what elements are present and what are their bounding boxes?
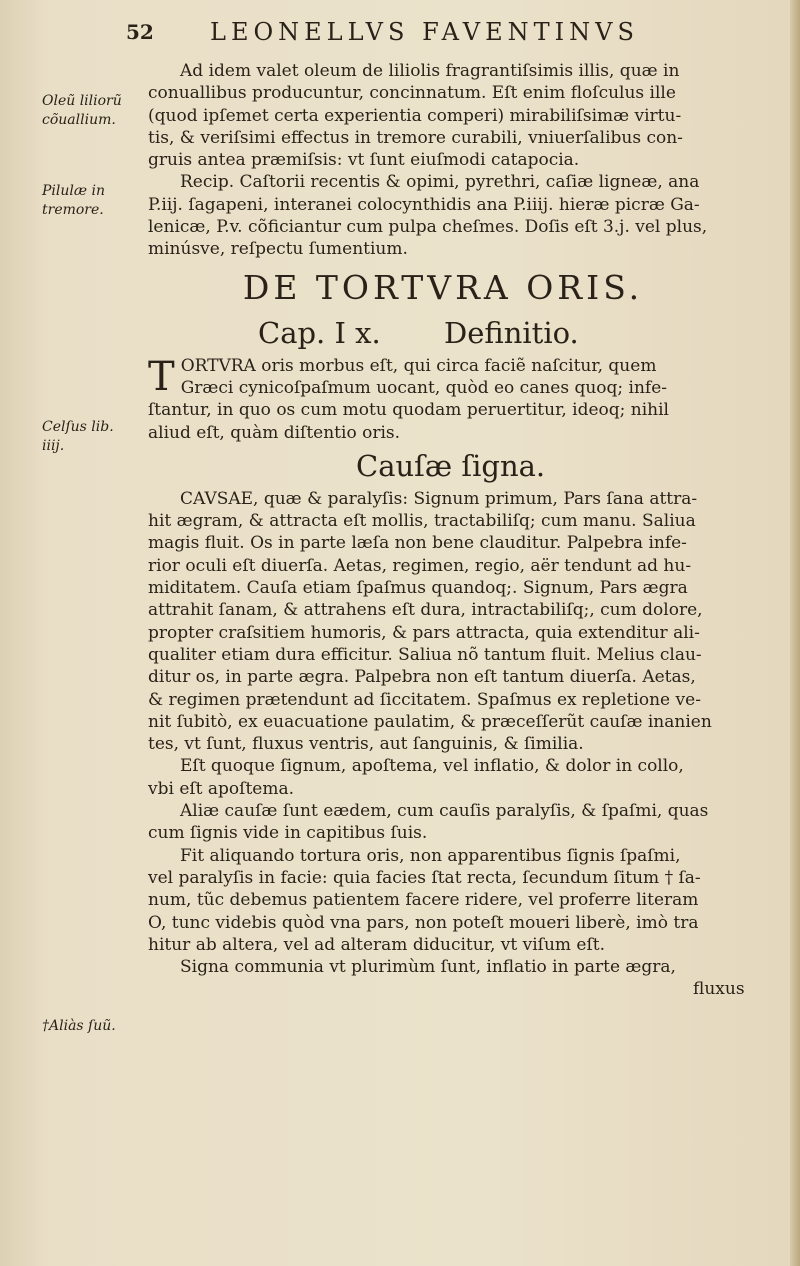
margin-note-line: iiij. — [42, 438, 65, 454]
text-line: ditur os, in parte ægra. Palpebra non eſt tantum diuerſa. Aetas, — [148, 667, 696, 688]
text-line: Eſt quoque ſignum, apoſtema, vel inflatio, & dolor in collo, — [180, 756, 684, 777]
margin-note-alias — [42, 1017, 152, 1036]
text-line: ſtantur, in quo os cum motu quodam peruertitur, ideoq; nihil — [148, 400, 669, 421]
text-line: & regimen prætendunt ad ſiccitatem. Spaſmus ex repletione ve- — [148, 689, 701, 710]
text-line: vbi eſt apoſtema. — [148, 778, 295, 799]
text-line: CAVSAE, quæ & paralyſis: Signum primum, Pars ſana attra- — [180, 488, 698, 509]
section-heading: Cauſæ ſigna. — [356, 448, 546, 483]
text-line: nit ſubitò, ex euacuatione paulatim, & præceſſerũt cauſæ inanien — [148, 711, 712, 732]
page-number: 52 — [126, 20, 154, 44]
definition-heading: Definitio. — [443, 315, 579, 350]
text-line: gruis antea præmiſsis: vt ſunt eiuſmodi catapocia. — [148, 150, 580, 171]
text-line: Ad idem valet oleum de liliolis fragrantiſsimis illis, quæ in — [180, 61, 680, 81]
margin-note-line: †Aliàs ſuũ. — [42, 1018, 116, 1034]
text-line: P.iij. ſagapeni, interanei colocynthidis ana P.iiij. hieræ picræ Ga- — [148, 194, 700, 215]
margin-note-line: Oleũ liliorũ — [42, 93, 122, 109]
running-title: LEONELLVS FAVENTINVS — [210, 18, 639, 46]
text-line: rior oculi eſt diuerſa. Aetas, regimen, regio, aër tendunt ad hu- — [148, 555, 692, 576]
margin-note-celsus — [42, 418, 152, 456]
text-line: num, tũc debemus patientem facere ridere, vel proferre literam — [148, 890, 699, 911]
chapter-number: Cap. I x. — [258, 315, 381, 350]
text-line: lenicæ, P.v. cõficiantur cum pulpa cheſmes. Doſis eſt 3.j. vel plus, — [148, 217, 708, 238]
text-line: vel paralyſis in facie: quia facies ſtat recta, ſecundum ſitum † ſa- — [148, 867, 701, 888]
text-line: miditatem. Cauſa etiam ſpaſmus quandoq;. Signum, Pars ægra — [148, 578, 688, 599]
page-body — [148, 60, 778, 1001]
drop-cap: T — [148, 353, 175, 400]
margin-note-line: Celſus lib. — [42, 419, 114, 435]
running-header — [110, 16, 750, 52]
text-line: O, tunc videbis quòd vna pars, non poteſt moueri liberè, imò tra — [148, 912, 699, 933]
chapter-subheading — [148, 311, 778, 355]
margin-note-line: cõuallium. — [42, 112, 116, 128]
catchword: fluxus — [693, 979, 745, 1000]
text-line: Græci cynicoſpaſmum uocant, quòd eo canes quoq; infe- — [180, 377, 668, 398]
text-line: aliud eſt, quàm diſtentio oris. — [148, 422, 401, 443]
text-line: Fit aliquando tortura oris, non apparentibus ſignis ſpaſmi, — [180, 845, 681, 866]
text-line: tes, vt ſunt, fluxus ventris, aut ſanguinis, & ſimilia. — [148, 734, 584, 755]
text-line: Recip. Caſtorii recentis & opimi, pyrethri, caſiæ ligneæ, ana — [180, 172, 700, 193]
definition-paragraph — [148, 355, 778, 444]
text-line: propter craſsitiem humoris, & pars attracta, quia extenditur ali- — [148, 622, 700, 643]
chapter-title: DE TORTVRA ORIS. — [242, 267, 644, 307]
text-line: tis, & veriſsimi effectus in tremore curabili, vniuerſalibus con- — [148, 127, 683, 148]
text-line: Signa communia vt plurimùm ſunt, inflatio in parte ægra, — [180, 957, 676, 978]
text-line: qualiter etiam dura efficitur. Saliua nõ tantum fluit. Melius clau- — [148, 644, 702, 665]
text-line: ORTVRA oris morbus eſt, qui circa faciẽ naſcitur, quem — [180, 355, 657, 376]
margin-note-line: Pilulæ in — [42, 183, 105, 199]
text-line: cum ſignis vide in capitibus ſuis. — [148, 823, 428, 844]
page-gutter-edge — [790, 0, 800, 1266]
text-line: minúsve, reſpectu ſumentium. — [148, 239, 408, 260]
text-line: (quod ipſemet certa experientia comperi) mirabiliſsimæ virtu- — [148, 105, 682, 126]
text-line: hitur ab altera, vel ad alteram diducitur, vt viſum eſt. — [148, 934, 606, 955]
margin-note-oleum — [42, 92, 152, 130]
margin-note-pilulae — [42, 182, 152, 220]
text-line: hit ægram, & attracta eſt mollis, tractabiliſq; cum manu. Saliua — [148, 511, 696, 532]
text-line: attrahit ſanam, & attrahens eſt dura, intractabiliſq;, cum dolore, — [148, 600, 703, 621]
text-line: conuallibus producuntur, concinnatum. Eſt enim floſculus ille — [148, 83, 676, 104]
margin-note-line: tremore. — [42, 202, 104, 218]
text-line: magis fluit. Os in parte læſa non bene clauditur. Palpebra infe- — [148, 533, 687, 554]
text-line: Aliæ cauſæ ſunt eædem, cum cauſis paralyſis, & ſpaſmi, quas — [180, 801, 709, 822]
